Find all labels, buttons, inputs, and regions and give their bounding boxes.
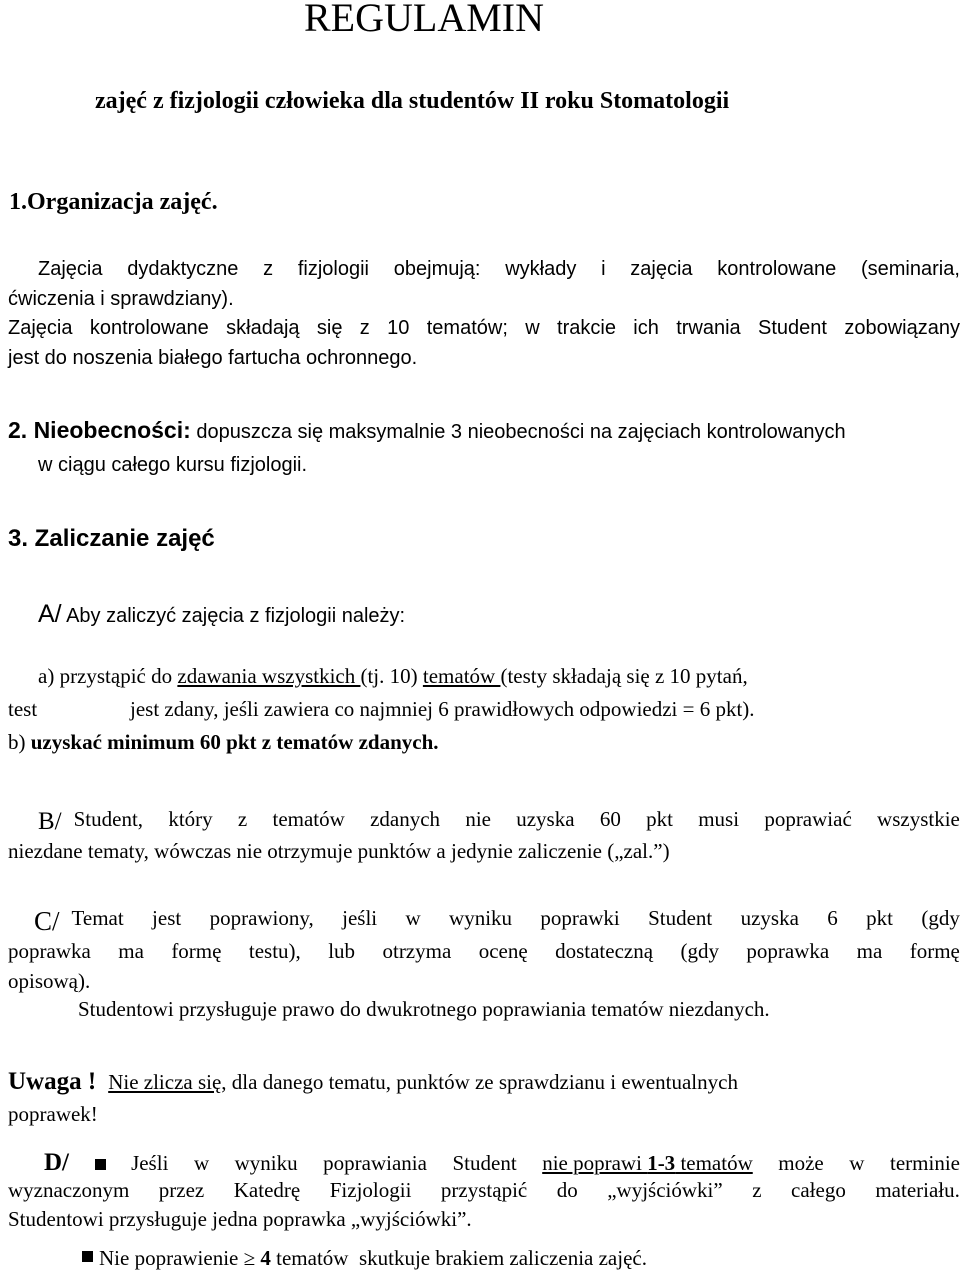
document-subtitle: zajęć z fizjologii człowieka dla studentów II roku Stomatologii (95, 88, 730, 114)
final-pre: Nie poprawienie ≥ (99, 1246, 261, 1270)
word: z (359, 317, 370, 339)
word: otrzyma (382, 939, 452, 963)
point-D-line-1 (44, 1150, 960, 1175)
word: ma (856, 939, 883, 963)
word: 10 (387, 317, 410, 339)
word: (gdy (680, 939, 719, 963)
word: trakcie (557, 317, 616, 339)
point-C-line-4: Studentowi przysługuje prawo do dwukrotnego poprawiania tematów niezdanych. (78, 997, 770, 1021)
word: fizjologii (297, 258, 370, 280)
point-a-marker: A/ (38, 600, 62, 628)
word: całego (791, 1178, 846, 1202)
word: poprawki (540, 906, 620, 930)
word: wyniku (234, 1151, 298, 1175)
word: wykłady (505, 258, 577, 280)
point-a-intro (38, 602, 405, 627)
point-D-range: 1-3 (647, 1151, 676, 1175)
word: wszystkie (877, 807, 960, 831)
word: jeśli (342, 906, 378, 930)
word: kontrolowane (89, 317, 209, 339)
s1-paragraph-1-line-1 (38, 259, 960, 279)
point-b-line (8, 732, 439, 753)
point-D-underlined (542, 1153, 753, 1174)
word: wyniku (449, 906, 513, 930)
word: w (849, 1151, 865, 1175)
word: kontrolowane (717, 258, 837, 280)
word: 60 (599, 807, 621, 831)
word: lub (328, 939, 356, 963)
point-B-line-2: niezdane tematy, wówczas nie otrzymuje punktów a jedynie zaliczenie („zal.”) (8, 839, 670, 863)
point-D-line-2 (8, 1180, 960, 1201)
point-B-marker: B/ (38, 808, 62, 835)
word: terminie (890, 1151, 960, 1175)
word: Zajęcia (8, 317, 73, 339)
point-C-line-2 (8, 941, 960, 962)
word: testu), (248, 939, 301, 963)
s1-paragraph-2-line-1 (8, 318, 960, 338)
word: i (601, 258, 606, 280)
word: poprawka (746, 939, 830, 963)
word: w (193, 1151, 210, 1175)
point-D-marker: D/ (44, 1149, 69, 1176)
word: poprawka (8, 939, 91, 963)
word: poprawiania (323, 1151, 427, 1175)
final-line (82, 1248, 647, 1269)
point-D-u1: nie poprawi (542, 1151, 648, 1175)
point-b-bold: uzyskać minimum 60 pkt z tematów zdanych. (30, 730, 439, 754)
a1-text: a) przystąpić do (38, 664, 178, 688)
point-a-line-2: jest zdany, jeśli zawiera co najmniej 6 prawidłowych odpowiedzi = 6 pkt). (130, 697, 755, 721)
word: formę (909, 939, 960, 963)
section-2-line-2: w ciągu całego kursu fizjologii. (38, 454, 308, 476)
final-count: 4 (260, 1246, 271, 1270)
word: w (405, 906, 421, 930)
word: ma (118, 939, 144, 963)
word: ocenę (478, 939, 528, 963)
point-a-line-2-test: test (8, 697, 38, 721)
word: Jeśli (131, 1151, 169, 1175)
word: (seminaria, (860, 258, 960, 280)
word: obejmują: (393, 258, 481, 280)
note-text: , dla danego tematu, punktów ze sprawdzianu i ewentualnych (221, 1070, 738, 1094)
word: poprawiać (764, 807, 852, 831)
word: formę (171, 939, 222, 963)
word: z (752, 1178, 762, 1202)
word: pkt (646, 807, 673, 831)
section-3-heading: 3. Zaliczanie zajęć (8, 525, 215, 552)
point-B-line-1 (38, 809, 960, 834)
word: „wyjściówki” (607, 1178, 723, 1202)
word: musi (698, 807, 740, 831)
word: dostateczną (555, 939, 654, 963)
word: przystąpić (440, 1178, 528, 1202)
document-title: REGULAMIN (304, 0, 544, 40)
a1-mid: (tj. 10) (360, 664, 423, 688)
word: ich (633, 317, 659, 339)
point-C-marker: C/ (34, 906, 60, 936)
note-line-1 (8, 1069, 738, 1094)
word: nie (465, 807, 491, 831)
word: który (168, 807, 213, 831)
word: (gdy (921, 906, 960, 930)
word: z (237, 807, 248, 831)
section-2-text: dopuszcza się maksymalnie 3 nieobecności na zajęciach kontrolowanych (196, 421, 846, 443)
a1-underlined-topics: tematów (422, 664, 501, 688)
point-C-line-1 (34, 908, 960, 935)
s1-paragraph-1-line-2: ćwiczenia i sprawdziany). (8, 288, 234, 310)
bullet-square-icon (95, 1159, 106, 1170)
section-2-line-1 (8, 419, 846, 442)
word: jest (152, 906, 182, 930)
word: tematów; (426, 317, 508, 339)
word: Student (452, 1151, 517, 1175)
word: trwania (676, 317, 741, 339)
word: materiału. (875, 1178, 960, 1202)
word: poprawiony, (209, 906, 314, 930)
word: 6 (827, 906, 838, 930)
word: uzyska (740, 906, 799, 930)
word: Zajęcia (38, 258, 103, 280)
note-label: Uwaga ! (8, 1068, 97, 1095)
bullet-square-icon (82, 1251, 93, 1262)
point-B-words (74, 809, 960, 834)
word: wyznaczonym (8, 1178, 130, 1202)
word: się (316, 317, 343, 339)
s1-paragraph-2-line-2: jest do noszenia białego fartucha ochronnego. (8, 347, 418, 369)
word: tematów (272, 807, 345, 831)
word: przez (158, 1178, 205, 1202)
word: dydaktyczne (127, 258, 239, 280)
word: zajęcia (630, 258, 693, 280)
point-C-words (72, 908, 960, 935)
point-C-line-3: opisową). (8, 969, 91, 993)
word: Temat (71, 906, 124, 930)
point-D-u2: tematów (675, 1151, 753, 1175)
point-a-text: Aby zaliczyć zajęcia z fizjologii należy: (66, 605, 406, 627)
note-underlined: Nie zlicza się (108, 1070, 222, 1094)
word: do (556, 1178, 578, 1202)
word: zobowiązany (844, 317, 960, 339)
word: w (525, 317, 540, 339)
point-b-prefix: b) (8, 730, 31, 754)
note-line-2: poprawek! (8, 1102, 98, 1126)
a1-tail: (testy składają się z 10 pytań, (500, 664, 748, 688)
word: Katedrę (233, 1178, 301, 1202)
word: uzyska (516, 807, 575, 831)
word: może (778, 1151, 824, 1175)
word: z (263, 258, 274, 280)
point-a-line-1 (38, 666, 748, 687)
word: Student (648, 906, 713, 930)
word: składają (226, 317, 300, 339)
final-post: tematów skutkuje brakiem zaliczenia zajęć. (270, 1246, 647, 1270)
a1-underlined-all: zdawania wszystkich (177, 664, 361, 688)
point-D-line-3: Studentowi przysługuje jedna poprawka „wyjściówki”. (8, 1207, 472, 1231)
word: Fizjologii (329, 1178, 412, 1202)
word: zdanych (370, 807, 441, 831)
word: pkt (866, 906, 893, 930)
section-2-heading: 2. Nieobecności: (8, 417, 191, 443)
word: Student, (73, 807, 144, 831)
section-1-heading: 1.Organizacja zajęć. (9, 189, 218, 215)
word: Student (758, 317, 827, 339)
